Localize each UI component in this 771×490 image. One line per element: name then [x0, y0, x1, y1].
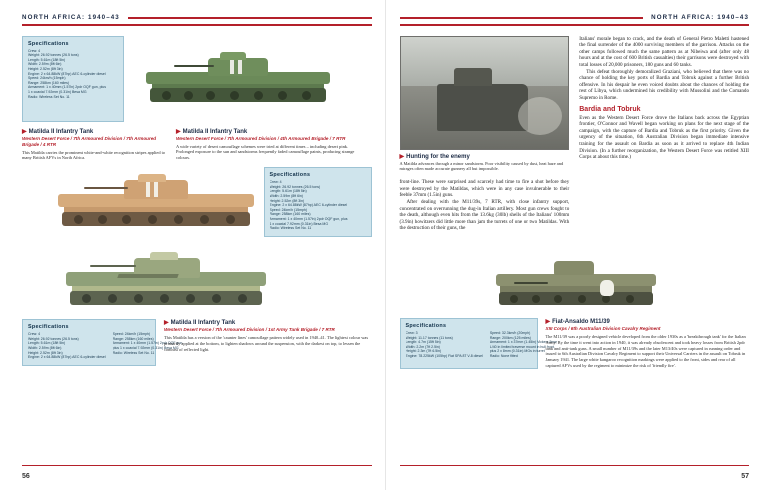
spec-line: Speed: 24km/h (15mph) [269, 207, 308, 212]
section-heading-bardia-tobruk: Bardia and Tobruk [579, 105, 641, 113]
spec-line: Armament: 1 x 40mm (1.57in) 2pdr OQF gun, plus [269, 216, 348, 221]
spec-line: Height: 2.52m (8ft 3in) [28, 350, 63, 355]
tank-illustration-m11-39 [400, 244, 750, 318]
spec-line: Speed: 24km/h (15mph) [28, 76, 66, 81]
spec-line: L/40 in limited traverse mount in hull front, [489, 344, 555, 349]
caption-2-subtitle: Western Desert Force / 7th Armoured Division / 4th Armoured Brigade / 7 RTR [176, 135, 346, 141]
caption-3 [164, 319, 372, 366]
spec-line: Range: 200km (125 miles) [489, 335, 531, 340]
spec-line: Armament: 1 x 37mm (1.45in) Vickers 5mm [489, 340, 558, 345]
tank-illustration-matilda-sand [22, 165, 372, 239]
body-paragraph: This defeat thoroughly demoralized Graziani, who believed that there was no chance of holding the key ports of Bardia and Tobruk against a further British offensive. In his despair he even voiced doubts about the chances of holding the rest of Libya, which undermined his credibility with Mussolini and the Comando Supremo in Rome. [579, 68, 749, 101]
photo-caption-title: ▶ Hunting for the enemy [399, 153, 470, 160]
spec-box-3 [22, 319, 184, 366]
caption-2 [176, 128, 362, 162]
caption-1-title: ▶ Matilda II Infantry Tank [22, 128, 94, 135]
triangle-icon: ▶ [164, 320, 169, 327]
photo-hunting-for-the-enemy [400, 36, 570, 150]
spec-line: Length: 5.61m (18ft 5in) [269, 189, 307, 194]
spec-line: Engine: 2 x 64.88kW (87hp) AEC 6-cylinder diesel [28, 355, 106, 360]
spec-line: Radio: Wireless Set No. 11 [112, 350, 155, 355]
triangle-icon: ▶ [22, 128, 27, 135]
right-column-2 [579, 36, 749, 232]
spec-line: Weight: 26.92 tonnes (26.5 tons) [28, 336, 79, 341]
running-head-rule [400, 17, 644, 19]
spec-line: Radio: Wireless Set No. 11 [269, 226, 312, 231]
body-paragraph: front-line. These were surprised and scarcely had time to fire a shot before they were destroyed by the Matildas, which were in any case invulnerable to their feeble 37mm (1.5in) guns. [399, 179, 570, 199]
caption-m11-39-subtitle: XIII Corps / 6th Australian Division Cavalry Regiment [545, 325, 661, 331]
spec-box-1-column-1 [28, 49, 118, 100]
spec-box-3-title: Specifications [28, 324, 69, 331]
caption-group-1 [22, 128, 372, 162]
caption-1 [22, 128, 166, 162]
caption-3-body: This Matilda has a version of the 'caunter lines' camouflage pattern widely used in 1940–41. The lightest colour was primarily applied at the bottom, to lighten shadows around the suspension, with the darkest on top, to lessen the contrast of reflected light. [164, 335, 369, 352]
triangle-icon: ▶ [176, 128, 181, 135]
spec-line: Armament: 1 x 40mm (1.57in) 2pdr OQF gun, [112, 341, 184, 346]
caption-m11-39 [546, 318, 750, 369]
caption-2-title: ▶ Matilda II Infantry Tank [176, 128, 248, 135]
spec-line: plus 2 x 8mm (0.31in) MGs in turret [489, 349, 545, 354]
tank-illustration-matilda-green [132, 36, 372, 122]
spec-line: Length: 5.61m (18ft 5in) [28, 57, 66, 62]
spec-line: Engine: 78.225kW (105hp) Fiat SPA 8T V-8 diesel [405, 353, 483, 358]
triangle-icon: ▶ [399, 153, 405, 160]
spec-box-2-column-1 [270, 180, 366, 231]
spec-line: Crew: 4 [28, 332, 41, 337]
page-number-left: 56 [22, 473, 30, 480]
triangle-icon: ▶ [545, 318, 551, 325]
spec-box-m11-39-column-1 [406, 331, 483, 359]
caption-m11-39-body: The M11/39 was a poorly designed vehicle developed from the older 1930s as a 'breakthrough tank' for the Italian Army. By the time it went into action in 1940, it was already obsolescent and took heavy losses from British 2pdr tank and anti-tank guns. A small number of M11/39s and the later M13/40s were captured in running order and issued to 6th Australian Division Cavalry Regiment to support their Universal Carriers in the assault on Tobruk in January 1941. The large white kangaroo recognition markings were applied to the front, sides and rear of all captured AFVs used by the regiment to minimize the risk of 'friendly fire'. [545, 333, 746, 368]
spec-box-1-title: Specifications [28, 40, 69, 47]
spec-box-1 [22, 36, 124, 122]
running-head-right-text: NORTH AFRICA: 1940–43 [651, 14, 749, 21]
spec-line: Engine: 2 x 64.88kW (87hp) AEC 6-cylinder diesel [269, 203, 348, 208]
spec-line: Width: 2.59m (8ft 6in) [269, 193, 303, 198]
spec-line: Speed: 32.3km/h (20mph) [489, 330, 531, 335]
spec-line: Width: 2.2m (7ft 2.5in) [405, 344, 440, 349]
spec-line: Weight: 26.92 tonnes (26.5 tons) [28, 53, 79, 58]
caption-1-subtitle: Western Desert Force / 7th Armoured Division / 7th Armoured Brigade / 4 RTR [22, 135, 157, 147]
running-head-left [22, 14, 372, 21]
spec-line: Radio: None fitted [489, 353, 518, 358]
caption-1-body: This Matilda carries the prominent white-and-white recognition stripes applied to many British AFVs in North Africa. [22, 149, 166, 161]
spec-box-2 [264, 167, 372, 237]
page-number-right: 57 [741, 473, 749, 480]
spec-line: Range: 258km (160 miles) [112, 336, 154, 341]
spec-line: 1 x coaxial 7.92mm (0.31in) Besa MG [269, 221, 329, 226]
body-paragraph: Italians' morale began to crack, and the death of General Pietro Maletti hastened the final surrender of the 4000 surviving members of the garrison. Attacks on the other camps followed much the same pattern as at Nibeiwa and (after only 48 hours and at the cost of 600 British casualties) their garrisons were destroyed with total losses of 20,000 prisoners, 180 guns and 60 tanks. [579, 35, 749, 68]
photo-caption [400, 153, 570, 173]
spec-line: Height: 2.52m (8ft 3in) [28, 66, 63, 71]
spec-line: Width: 2.59m (8ft 6in) [28, 62, 62, 67]
right-column-1 [400, 36, 570, 232]
spec-line: Weight: 26.92 tonnes (26.5 tons) [269, 184, 321, 189]
photo-tank [437, 84, 528, 131]
body-paragraph: After dealing with the M11/39s, 7 RTR, with close infantry support, concentrated on overrunning the dug-in Italian artillery. Most gun crews fought to the death, although even hits from the 13.6kg (30lb) shells of the Italians' 100mm (3.9in) howitzers did little more than jam the turrets of one or two Matildas. With the destruction of their guns, the [399, 198, 570, 232]
spec-line: Crew: 4 [269, 180, 282, 185]
spec-line: plus 1 x coaxial 7.92mm (0.31in) Besa MG [112, 345, 179, 350]
spec-line: Weight: 11.17 tonnes (11 tons) [405, 335, 453, 340]
spec-line: Crew: 4 [28, 48, 41, 53]
body-paragraph: Even as the Western Desert Force drove the Italians back across the Egyptian frontier, O'Connor and Wavell began working on plans for the next stage of the campaign, with the capture of Bardia and Tobruk as the first priority. Given the urgency of the situation, 6th Australian Division began immediate intensive training for the assault on Bardia as soon as it arrived to replace 4th Indian Division. (In a further reorganization, the Western Desert Force was retitled XIII Corps at about this time.) [579, 114, 749, 161]
spec-box-3-column-1 [28, 332, 106, 360]
header-rule-right [400, 24, 750, 26]
spec-line: Width: 2.59m (8ft 6in) [28, 345, 62, 350]
spec-line: Engine: 2 x 64.88kW (87hp) AEC 6-cylinder diesel [28, 71, 106, 76]
spec-box-m11-39 [400, 318, 558, 369]
spec-line: Height: 2.52m (8ft 3in) [269, 198, 305, 203]
running-head-left-text: NORTH AFRICA: 1940–43 [22, 14, 120, 21]
caption-2-body: A wide variety of desert camouflage schemes were tried at different times – including desert pink. Prolonged exposure to the sun and sandstorms frequently faded camouflage paints, producing strange colours. [176, 143, 355, 161]
spec-line: Speed: 24km/h (15mph) [112, 332, 151, 337]
photo-caption-body: A Matilda advances through a minor sandstorm. Poor visibility caused by dust, heat haze and mirages often made accurate gunnery all but impossible. [399, 160, 564, 172]
running-head-right [400, 14, 750, 21]
spec-line: Radio: Wireless Set No. 11 [28, 94, 70, 99]
spec-line: Range: 258km (160 miles) [28, 80, 70, 85]
spec-line: 1 x coaxial 7.92mm (0.31in) Besa MG [28, 89, 87, 94]
running-head-rule [128, 17, 372, 19]
spec-line: Length: 4.7m (15ft 5in) [405, 340, 441, 345]
spec-line: Armament: 1 x 40mm (1.57in) 2pdr OQF gun, plus [28, 85, 107, 90]
caption-3-title: ▶ Matilda II Infantry Tank [164, 320, 236, 327]
spec-line: Crew: 3 [405, 330, 418, 335]
spec-line: Length: 5.61m (18ft 5in) [28, 341, 66, 346]
caption-m11-39-title: ▶ Fiat-Ansaldo M11/39 [545, 318, 610, 325]
spec-box-2-title: Specifications [269, 172, 311, 179]
header-rule-left [22, 24, 372, 26]
spec-line: Height: 2.3m (7ft 6.5in) [405, 349, 442, 354]
footer-rule-left [22, 465, 372, 466]
footer-rule-right [400, 465, 750, 466]
spec-box-m11-39-title: Specifications [405, 322, 447, 329]
spec-line: Range: 258km (160 miles) [269, 212, 311, 217]
caption-3-subtitle: Western Desert Force / 7th Armoured Division / 1st Army Tank Brigade / 7 RTR [164, 327, 335, 333]
right-page [386, 0, 771, 490]
tank-illustration-matilda-caunter [22, 241, 372, 319]
photo-dust [518, 97, 562, 135]
